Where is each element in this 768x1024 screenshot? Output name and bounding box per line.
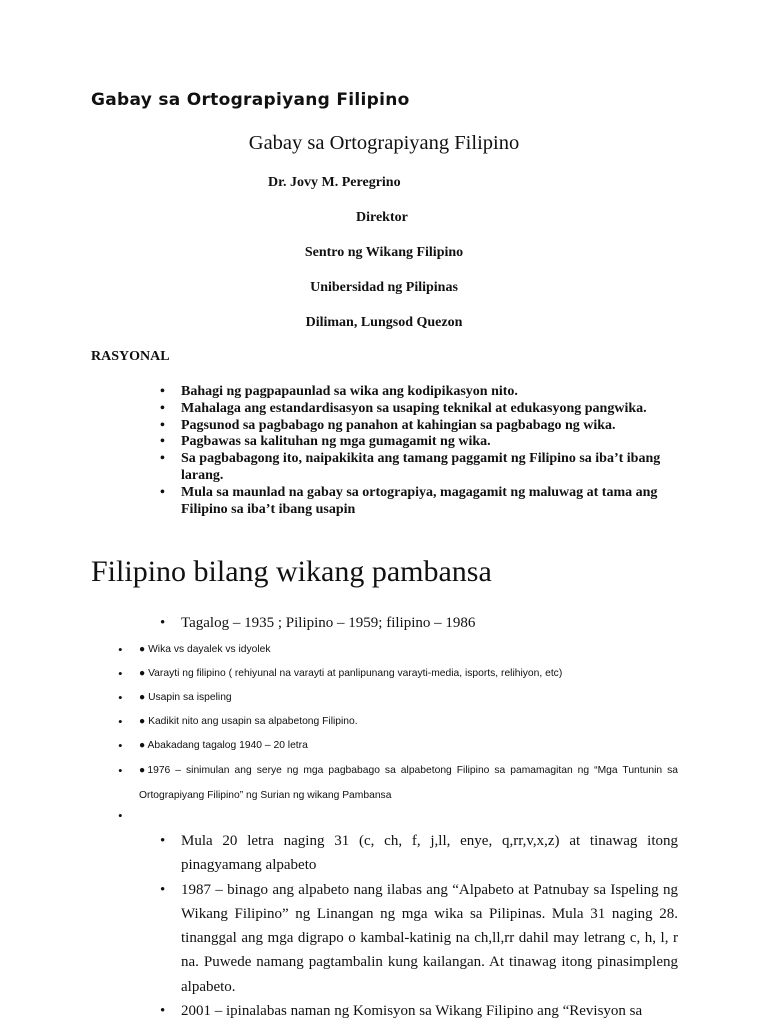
- timeline-item: • Tagalog – 1935 ; Pilipino – 1959; filipino – 1986: [160, 615, 475, 632]
- section-heading: Filipino bilang wikang pambansa: [91, 555, 492, 588]
- list-item: • ●1976 – sinimulan ang serye ng mga pagbabago sa alpabetong Filipino sa pamamagitan ng “Mga Tuntunin sa Ortograpiyang Filipino” ng Surian ng wikang Pambansa: [118, 763, 678, 801]
- author-position: Direktor: [356, 210, 408, 225]
- list-item: • Mula sa maunlad na gabay sa ortograpiya, magagamit ng maluwag at tama ang Filipino sa iba’t ibang usapin: [160, 485, 690, 519]
- nested-list: [160, 829, 678, 1023]
- document-heading: Gabay sa Ortograpiyang Filipino: [91, 90, 410, 110]
- author-name: Dr. Jovy M. Peregrino: [268, 175, 401, 190]
- university-name: Unibersidad ng Pilipinas: [310, 280, 458, 295]
- rasyonal-list: [160, 384, 690, 518]
- location: Diliman, Lungsod Quezon: [305, 315, 463, 330]
- list-item: • 2001 – ipinalabas naman ng Komisyon sa Wikang Filipino ang “Revisyon sa: [160, 999, 678, 1023]
- center-name: Sentro ng Wikang Filipino: [304, 245, 464, 260]
- list-item: • ● Kadikit nito ang usapin sa alpabetong Filipino.: [118, 714, 358, 729]
- list-item: • Mula 20 letra naging 31 (c, ch, f, j,ll, enye, q,rr,v,x,z) at tinawag itong pinagyamang alpabeto: [160, 829, 678, 878]
- list-item: • 1987 – binago ang alpabeto nang ilabas ang “Alpabeto at Patnubay sa Ispeling ng Wikang Filipino” ng Linangan ng mga wika sa Pilipinas. Mula 31 naging 28. tinanggal ang mga digrapo o kambal-katinig na ch,ll,rr dahil may letrang c, h, l, r na. Puwede namang pagtambalin kung kailangan. At tinawag itong pinasimpleng alpabeto.: [160, 878, 678, 999]
- list-item: • Pagbawas sa kalituhan ng mga gumagamit ng wika.: [160, 434, 690, 451]
- list-item: • Bahagi ng pagpapaunlad sa wika ang kodipikasyon nito.: [160, 384, 690, 401]
- rasyonal-heading: RASYONAL: [91, 349, 170, 364]
- list-item: • Sa pagbabagong ito, naipakikita ang tamang paggamit ng Filipino sa iba’t ibang larang.: [160, 451, 690, 485]
- list-item: • ● Wika vs dayalek vs idyolek: [118, 642, 271, 657]
- list-item: • ● Usapin sa ispeling: [118, 690, 232, 705]
- list-item: • ● Varayti ng filipino ( rehiyunal na varayti at panlipunang varayti-media, isports, relihiyon, etc): [118, 666, 563, 681]
- list-item: • Pagsunod sa pagbabago ng panahon at kahingian sa pagbabago ng wika.: [160, 418, 690, 435]
- list-item: • Mahalaga ang estandardisasyon sa usaping teknikal at edukasyong pangwika.: [160, 401, 690, 418]
- document-title: Gabay sa Ortograpiyang Filipino: [248, 132, 520, 154]
- empty-bullet: •: [118, 808, 123, 823]
- list-item: • ● Abakadang tagalog 1940 – 20 letra: [118, 738, 308, 753]
